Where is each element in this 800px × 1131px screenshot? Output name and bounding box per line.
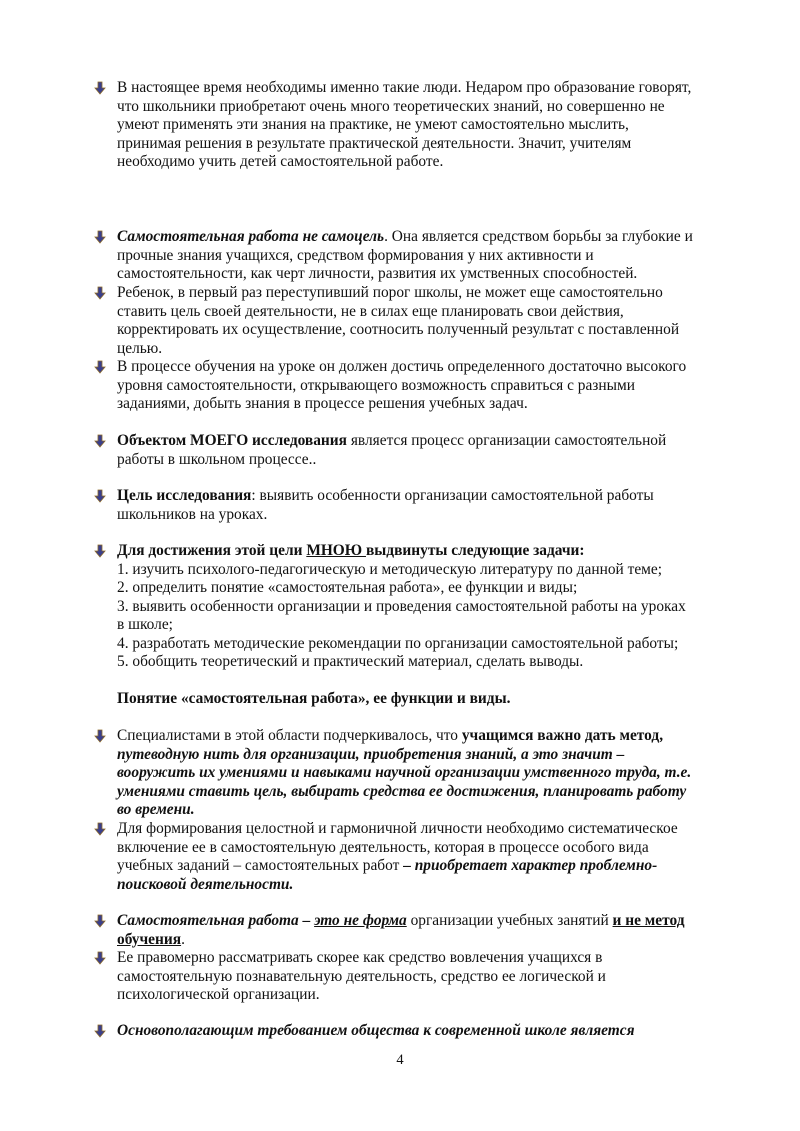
emphasis: Самостоятельная работа не самоцель: [117, 228, 385, 245]
text-line: заданиями, добыть знания в процессе решения учебных задач.: [117, 395, 528, 412]
emphasis: – приобретает характер проблемно-: [403, 857, 658, 874]
text-line: во времени.: [117, 801, 195, 818]
text-line: необходимо учить детей самостоятельной работе.: [117, 153, 444, 170]
paragraph-10: [117, 912, 729, 949]
text-span: учебных заданий – самостоятельных работ: [117, 857, 404, 874]
paragraph-6: [117, 487, 729, 524]
text-line: включение ее в самостоятельную деятельность, которая в процессе особого вида: [117, 838, 649, 856]
research-object-label: Объектом МОЕГО исследования: [117, 432, 347, 449]
down-arrow-bullet-icon: [93, 489, 107, 503]
dash: –: [298, 912, 315, 929]
text-line: В процессе обучения на уроке он должен достичь определенного достаточно высокого: [117, 358, 687, 375]
text-span: .: [181, 930, 185, 948]
text-line: ставить цель своей деятельности, не в силах еще планировать свои действия,: [117, 302, 624, 320]
task-item: 1. изучить психолого-педагогическую и методическую литературу по данной теме;: [117, 560, 662, 578]
down-arrow-bullet-icon: [93, 544, 107, 558]
text-span: организации учебных занятий: [406, 912, 613, 929]
section-heading-text: Понятие «самостоятельная работа», ее функции и виды.: [117, 690, 511, 707]
text-line: поисковой деятельности.: [117, 875, 294, 893]
text-line: умениями ставить цель, выбирать средства ее достижения, планировать работу: [117, 782, 687, 800]
tasks-heading-underlined: МНОЮ: [306, 542, 366, 559]
text-span: . Она является средством борьбы за глубокие и: [384, 228, 693, 245]
down-arrow-bullet-icon: [93, 1024, 107, 1038]
paragraph-2: [117, 228, 729, 284]
section-heading: [117, 690, 729, 709]
text-line: вооружить их умениями и навыками научной организации умственного труда, т.е.: [117, 764, 692, 781]
emphasis: учащимся важно дать метод,: [461, 727, 664, 744]
paragraph-3: [117, 284, 729, 358]
text-line: корректировать их осуществление, соотносить полученный результат с поставленной: [117, 321, 680, 338]
text-line: Ребенок, в первый раз переступивший порог школы, не может еще самостоятельно: [117, 284, 663, 301]
task-item: 5. обобщить теоретический и практический материал, сделать выводы.: [117, 653, 584, 670]
paragraph-11: [117, 949, 729, 1005]
text-line: прочные знания учащихся, средством формирования у них активности и: [117, 246, 594, 264]
emphasis-underlined: и не метод: [612, 912, 685, 929]
down-arrow-bullet-icon: [93, 434, 107, 448]
paragraph-4: [117, 358, 729, 414]
text-span: : выявить особенности организации самостоятельной работы: [251, 487, 654, 504]
down-arrow-bullet-icon: [93, 286, 107, 300]
down-arrow-bullet-icon: [93, 822, 107, 836]
paragraph-12: [117, 1022, 729, 1041]
text-line: психологической организации.: [117, 986, 320, 1003]
task-item: в школе;: [117, 616, 173, 633]
paragraph-5: [117, 432, 729, 469]
tasks-heading-b: выдвинуты следующие задачи:: [365, 542, 585, 559]
emphasis-underlined: обучения: [117, 930, 182, 948]
text-line: школьников на уроках.: [117, 505, 268, 523]
text-line: уровня самостоятельности, открывающего возможность справиться с разными: [117, 376, 635, 394]
task-item: 4. разработать методические рекомендации по организации самостоятельной работы;: [117, 634, 679, 652]
text-line: что школьники приобретают очень много теоретических знаний, но совершенно не: [117, 97, 665, 115]
down-arrow-bullet-icon: [93, 951, 107, 965]
text-span: является процесс организации самостоятельной: [347, 432, 667, 449]
paragraph-9: [117, 820, 729, 894]
text-line: Ее правомерно рассматривать скорее как средство вовлечения учащихся в: [117, 949, 603, 966]
text-line: Для формирования целостной и гармоничной личности необходимо систематическое: [117, 820, 678, 837]
paragraph-1: [117, 79, 729, 172]
text-line: путеводную нить для организации, приобретения знаний, а это значит –: [117, 745, 625, 763]
down-arrow-bullet-icon: [93, 914, 107, 928]
emphasis-underlined: это не форма: [314, 912, 407, 929]
text-line: принимая решения в результате практической деятельности. Значит, учителям: [117, 134, 632, 152]
emphasis: Самостоятельная работа: [117, 912, 299, 929]
task-item: 2. определить понятие «самостоятельная работа», ее функции и виды;: [117, 579, 578, 596]
text-line: работы в школьном процессе..: [117, 450, 317, 468]
down-arrow-bullet-icon: [93, 360, 107, 374]
tasks-section: [117, 542, 729, 672]
down-arrow-bullet-icon: [93, 230, 107, 244]
text-line: В настоящее время необходимы именно такие люди. Недаром про образование говорят,: [117, 79, 692, 96]
page-number: 4: [396, 1052, 404, 1068]
text-line: умеют применять эти знания на практике, не умеют самостоятельно мыслить,: [117, 116, 629, 133]
text-line: самостоятельную познавательную деятельность, средство ее логической и: [117, 967, 606, 985]
down-arrow-bullet-icon: [93, 81, 107, 95]
research-goal-label: Цель исследования: [117, 487, 252, 504]
tasks-heading-a: Для достижения этой цели: [117, 542, 307, 559]
text-line: самостоятельности, как черт личности, развития их умственных способностей.: [117, 265, 638, 282]
down-arrow-bullet-icon: [93, 729, 107, 743]
text-span: Специалистами в этой области подчеркивалось, что: [117, 727, 462, 744]
task-item: 3. выявить особенности организации и проведения самостоятельной работы на уроках: [117, 597, 686, 615]
text-line: Основополагающим требованием общества к современной школе является: [117, 1022, 635, 1039]
text-line: целью.: [117, 339, 163, 357]
paragraph-8: [117, 727, 729, 820]
